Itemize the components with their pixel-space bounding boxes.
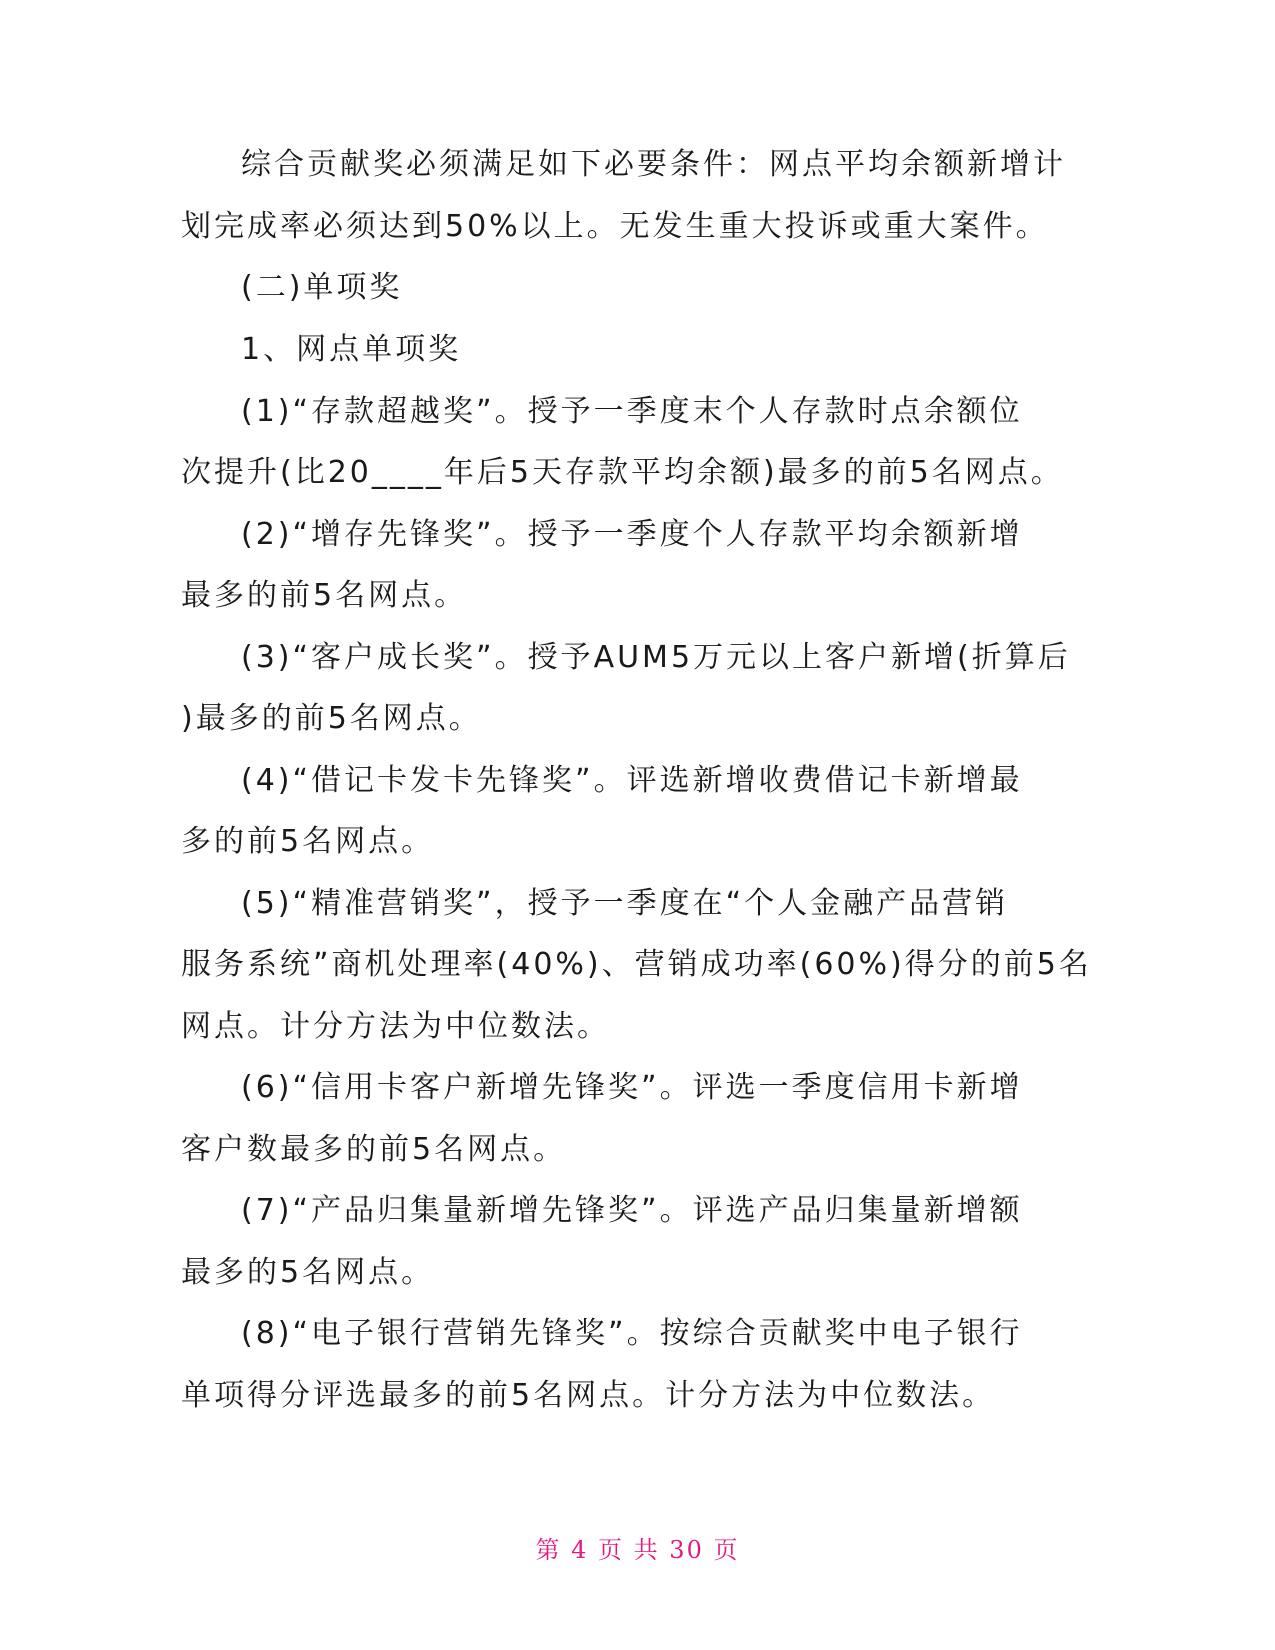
body-line: (4)“借记卡发卡先锋奖”。评选新增收费借记卡新增最 bbox=[241, 763, 1023, 798]
body-line: (5)“精准营销奖”，授予一季度在“个人金融产品营销 bbox=[241, 886, 1009, 921]
body-line: 服务系统”商机处理率(40%)、营销成功率(60%)得分的前5名 bbox=[181, 947, 1092, 982]
body-line: (7)“产品归集量新增先锋奖”。评选产品归集量新增额 bbox=[241, 1193, 1023, 1228]
body-line: 单项得分评选最多的前5名网点。计分方法为中位数法。 bbox=[181, 1378, 996, 1413]
subsection-heading: 1、网点单项奖 bbox=[241, 332, 462, 367]
body-line: 最多的前5名网点。 bbox=[181, 578, 468, 613]
body-line: (3)“客户成长奖”。授予AUM5万元以上客户新增(折算后 bbox=[241, 640, 1071, 675]
body-line: 综合贡献奖必须满足如下必要条件：网点平均余额新增计 bbox=[241, 147, 1066, 182]
body-line: 多的前5名网点。 bbox=[181, 824, 435, 859]
body-line: (8)“电子银行营销先锋奖”。按综合贡献奖中电子银行 bbox=[241, 1316, 1023, 1351]
body-line: (6)“信用卡客户新增先锋奖”。评选一季度信用卡新增 bbox=[241, 1070, 1023, 1105]
section-heading: (二)单项奖 bbox=[241, 270, 403, 305]
body-line: 客户数最多的前5名网点。 bbox=[181, 1132, 567, 1167]
body-line: 划完成率必须达到50%以上。无发生重大投诉或重大案件。 bbox=[181, 209, 1049, 244]
body-line: 最多的5名网点。 bbox=[181, 1255, 435, 1290]
body-line: (2)“增存先锋奖”。授予一季度个人存款平均余额新增 bbox=[241, 517, 1023, 552]
page-number-footer: 第 4 页 共 30 页 bbox=[535, 1536, 740, 1564]
body-line: 次提升(比20____年后5天存款平均余额)最多的前5名网点。 bbox=[181, 455, 1064, 490]
body-line: (1)“存款超越奖”。授予一季度末个人存款时点余额位 bbox=[241, 394, 1023, 429]
body-line: 网点。计分方法为中位数法。 bbox=[181, 1009, 610, 1044]
body-line: )最多的前5名网点。 bbox=[181, 701, 482, 736]
